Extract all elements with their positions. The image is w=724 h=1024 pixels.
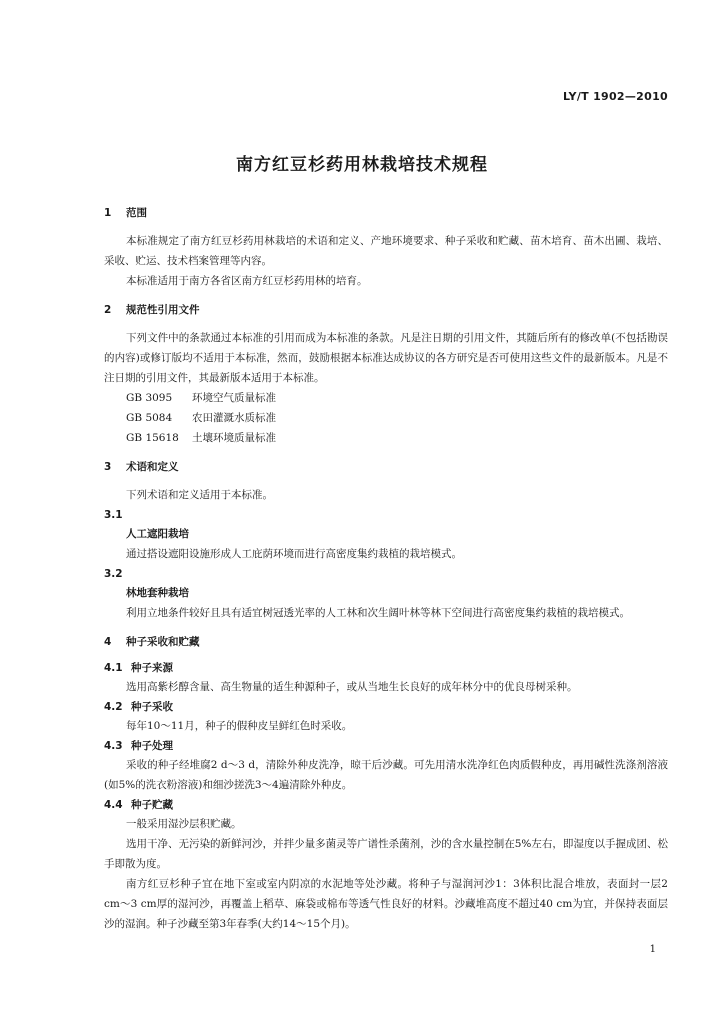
reference-item xyxy=(104,408,668,428)
paragraph: 一般采用湿沙层积贮藏。 xyxy=(126,818,242,830)
reference-code: GB 15618 xyxy=(126,432,179,444)
paragraph: 本标准规定了南方红豆杉药用林栽培的术语和定义、产地环境要求、种子采收和贮藏、苗木培育、苗木出圃、栽培、采收、贮运、技术档案管理等内容。 xyxy=(104,235,668,267)
document-body xyxy=(104,205,668,934)
section-number: 2 xyxy=(104,304,112,316)
reference-item xyxy=(104,428,668,448)
reference-item xyxy=(104,388,668,408)
subsection-title: 种子处理 xyxy=(131,740,173,752)
term-number: 3.2 xyxy=(104,568,123,580)
subsection-number: 4.3 xyxy=(104,740,123,752)
section-number: 1 xyxy=(104,207,112,219)
subsection-4-3-heading xyxy=(104,738,668,755)
paragraph: 每年10～11月，种子的假种皮呈鲜红色时采收。 xyxy=(126,720,353,732)
section-3-heading xyxy=(104,459,668,476)
subsection-title: 种子采收 xyxy=(131,701,173,713)
paragraph: 本标准适用于南方各省区南方红豆杉药用林的培育。 xyxy=(126,275,368,287)
page-number: 1 xyxy=(649,944,656,955)
section-number: 4 xyxy=(104,636,112,648)
paragraph: 选用高紫杉醇含量、高生物量的适生种源种子，或从当地生长良好的成年林分中的优良母树采种。 xyxy=(126,681,578,693)
subsection-4-4-heading xyxy=(104,797,668,814)
term-definition: 通过搭设遮阳设施形成人工庇荫环境而进行高密度集约栽植的栽培模式。 xyxy=(126,548,462,560)
subsection-title: 种子来源 xyxy=(131,662,173,674)
term-name: 人工遮阳栽培 xyxy=(126,528,189,540)
reference-name: 土壤环境质量标准 xyxy=(192,432,276,444)
document-title: 南方红豆杉药用林栽培技术规程 xyxy=(236,155,488,175)
subsection-4-2-heading xyxy=(104,699,668,716)
standard-number: LY/T 1902—2010 xyxy=(562,90,668,103)
paragraph: 下列术语和定义适用于本标准。 xyxy=(126,489,273,501)
paragraph: 选用干净、无污染的新鲜河沙，并拌少量多菌灵等广谱性杀菌剂，沙的含水量控制在5%左右，即湿度以手握成团、松手即散为度。 xyxy=(104,838,668,870)
term-definition: 利用立地条件较好且具有适宜树冠透光率的人工林和次生阔叶林等林下空间进行高密度集约栽植的栽培模式。 xyxy=(126,607,630,619)
subsection-number: 4.1 xyxy=(104,662,123,674)
section-1-heading xyxy=(104,205,668,222)
section-title: 种子采收和贮藏 xyxy=(126,636,200,648)
subsection-number: 4.4 xyxy=(104,799,123,811)
section-title: 术语和定义 xyxy=(126,461,179,473)
section-title: 规范性引用文件 xyxy=(126,304,200,316)
section-title: 范围 xyxy=(126,207,147,219)
subsection-4-1-heading xyxy=(104,660,668,677)
section-2-heading xyxy=(104,302,668,319)
subsection-number: 4.2 xyxy=(104,701,123,713)
reference-name: 环境空气质量标准 xyxy=(192,392,276,404)
term-name: 林地套种栽培 xyxy=(126,587,189,599)
section-number: 3 xyxy=(104,461,112,473)
paragraph: 下列文件中的条款通过本标准的引用而成为本标准的条款。凡是注日期的引用文件，其随后所有的修改单(不包括勘误的内容)或修订版均不适用于本标准，然而，鼓励根据本标准达成协议的各方研究是否可使用这些文件的最新版本。凡是不注日期的引用文件，其最新版本适用于本标准。 xyxy=(104,332,668,384)
paragraph: 南方红豆杉种子宜在地下室或室内阴凉的水泥地等处沙藏。将种子与湿润河沙1：3体积比混合堆放，表面封一层2 cm～3 cm厚的湿河沙，再覆盖上稻草、麻袋或棉布等透气性良好的材料。沙藏堆高度不超过40 cm为宜，并保持表面层沙的湿润。种子沙藏至第3年春季(大约14～15个月)。 xyxy=(104,878,668,930)
subsection-title: 种子贮藏 xyxy=(131,799,173,811)
paragraph: 采收的种子经堆腐2 d～3 d，清除外种皮洗净，晾干后沙藏。可先用清水洗净红色肉质假种皮，再用碱性洗涤剂溶液(如5%的洗衣粉溶液)和细沙搓洗3～4遍清除外种皮。 xyxy=(104,759,668,791)
reference-name: 农田灌溉水质标准 xyxy=(192,412,276,424)
reference-code: GB 3095 xyxy=(126,392,173,404)
reference-code: GB 5084 xyxy=(126,412,173,424)
term-number: 3.1 xyxy=(104,509,123,521)
section-4-heading xyxy=(104,634,668,651)
